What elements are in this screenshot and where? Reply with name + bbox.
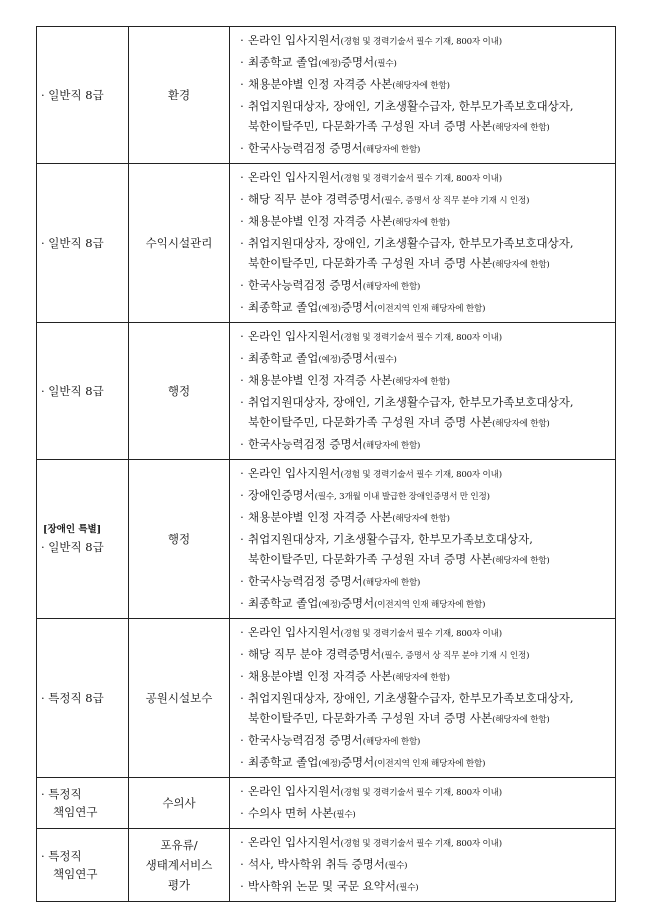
documents-cell (230, 778, 616, 829)
document-item (236, 803, 615, 825)
document-note: (경험 및 경력기술서 필수 기재, 800자 이내) (340, 788, 502, 798)
document-note: (예정) (318, 759, 341, 769)
bullet: · (240, 351, 244, 365)
document-item (236, 167, 615, 189)
bullet: · (240, 329, 244, 343)
document-name: 온라인 입사지원서 (248, 329, 341, 343)
document-name-suffix: 증명서 (340, 351, 375, 365)
document-item (236, 52, 615, 74)
document-note: (필수, 증명서 상 직무 분야 기재 시 인정) (381, 196, 530, 206)
job-category: · 특정직 8급 (41, 691, 104, 705)
document-note: (필수, 증명서 상 직무 분야 기재 시 인정) (381, 651, 530, 661)
document-note: (해당자에 한함) (362, 578, 421, 588)
bullet: · (240, 835, 244, 849)
document-name: 취업지원대상자, 기초생활수급자, 한부모가족보호대상자, (248, 532, 533, 546)
document-name: 온라인 입사지원서 (248, 33, 341, 47)
bullet: · (240, 55, 244, 69)
document-note: (예정) (318, 600, 341, 610)
document-item (236, 297, 615, 319)
requirements-table-body (37, 27, 616, 902)
document-item (236, 211, 615, 233)
document-item (236, 752, 615, 774)
document-note: (해당자에 한함) (492, 260, 550, 270)
field-name: 생태계서비스 (145, 858, 213, 872)
field-cell (129, 460, 230, 619)
field-name: 공원시설보수 (145, 691, 213, 705)
field-name: 환경 (167, 88, 191, 102)
document-item (236, 189, 615, 211)
job-category-cell (37, 829, 129, 902)
document-item (236, 688, 615, 708)
table-row (37, 164, 616, 323)
document-note: (경험 및 경력기술서 필수 기재, 800자 이내) (340, 839, 502, 849)
document-note: (필수) (384, 861, 408, 871)
document-item (236, 275, 615, 297)
job-category: · 특정직 (41, 849, 82, 863)
job-category-cell (37, 27, 129, 164)
field-name: 행정 (167, 532, 191, 546)
bullet: · (240, 373, 244, 387)
bullet: · (240, 214, 244, 228)
document-note: (이전지역 인재 해당자에 한함) (374, 759, 486, 769)
document-item (236, 412, 615, 434)
document-name: 박사학위 논문 및 국문 요약서 (248, 879, 396, 893)
bullet: · (240, 857, 244, 871)
document-name: 수의사 면허 사본 (248, 806, 334, 820)
document-note: (해당자에 한함) (392, 81, 450, 91)
bullet: · (240, 33, 244, 47)
document-item (236, 370, 615, 392)
bullet: · (240, 466, 244, 480)
document-note: (이전지역 인재 해당자에 한함) (374, 304, 486, 314)
document-note: (해당자에 한함) (492, 556, 550, 566)
bullet: · (240, 510, 244, 524)
field-cell (129, 164, 230, 323)
bullet: · (240, 300, 244, 314)
document-item (236, 434, 615, 456)
document-name: 채용분야별 인정 자격증 사본 (248, 510, 393, 524)
document-note: (경험 및 경력기술서 필수 기재, 800자 이내) (340, 470, 502, 480)
document-name: 채용분야별 인정 자격증 사본 (248, 669, 393, 683)
document-note: (경험 및 경력기술서 필수 기재, 800자 이내) (340, 629, 502, 639)
document-note: (해당자에 한함) (392, 673, 450, 683)
documents-cell (230, 829, 616, 902)
document-item (236, 507, 615, 529)
document-note: (해당자에 한함) (362, 441, 421, 451)
document-name: 취업지원대상자, 장애인, 기초생활수급자, 한부모가족보호대상자, (248, 236, 574, 250)
field-name: 수의사 (162, 796, 196, 810)
bullet: · (240, 192, 244, 206)
document-name: 채용분야별 인정 자격증 사본 (248, 77, 393, 91)
document-note: (해당자에 한함) (492, 419, 550, 429)
job-category: · 일반직 8급 (41, 540, 104, 554)
bullet: · (240, 141, 244, 155)
table-row (37, 27, 616, 164)
bullet: · (240, 395, 244, 409)
job-category-sub: 책임연구 (53, 867, 98, 881)
field-name: 평가 (167, 878, 191, 892)
document-name: 온라인 입사지원서 (248, 625, 341, 639)
document-item (236, 666, 615, 688)
job-category: · 특정직 (41, 787, 82, 801)
document-note: (예정) (318, 304, 341, 314)
document-name: 온라인 입사지원서 (248, 170, 341, 184)
field-name: 행정 (167, 384, 191, 398)
documents-cell (230, 323, 616, 460)
bullet: · (240, 488, 244, 502)
document-note: (경험 및 경력기술서 필수 기재, 800자 이내) (340, 333, 502, 343)
document-item (236, 876, 615, 898)
field-cell (129, 619, 230, 778)
bullet: · (240, 647, 244, 661)
document-item (236, 116, 615, 138)
table-row (37, 778, 616, 829)
document-item (236, 781, 615, 803)
document-name-suffix: 증명서 (340, 55, 375, 69)
document-item (236, 593, 615, 615)
special-tag: [장애인 특별] (43, 524, 102, 535)
job-category-cell (37, 323, 129, 460)
document-item (236, 549, 615, 571)
bullet: · (240, 733, 244, 747)
document-item (236, 485, 615, 507)
document-item (236, 529, 615, 549)
document-note: (예정) (318, 355, 341, 365)
document-note: (예정) (318, 59, 341, 69)
requirements-table (36, 26, 616, 902)
field-cell (129, 27, 230, 164)
document-name-suffix: 증명서 (340, 755, 375, 769)
document-note: (필수) (374, 59, 397, 69)
document-name-suffix: 증명서 (340, 300, 375, 314)
document-name: 채용분야별 인정 자격증 사본 (248, 373, 393, 387)
documents-cell (230, 27, 616, 164)
bullet: · (240, 170, 244, 184)
document-name: 최종학교 졸업 (248, 351, 319, 365)
document-name: 해당 직무 분야 경력증명서 (248, 647, 382, 661)
field-cell (129, 778, 230, 829)
document-item (236, 730, 615, 752)
document-name: 북한이탈주민, 다문화가족 구성원 자녀 증명 사본 (248, 552, 493, 566)
document-item (236, 96, 615, 116)
field-cell (129, 323, 230, 460)
bullet: · (240, 784, 244, 798)
document-name: 해당 직무 분야 경력증명서 (248, 192, 382, 206)
document-item (236, 854, 615, 876)
document-item (236, 571, 615, 593)
document-name: 취업지원대상자, 장애인, 기초생활수급자, 한부모가족보호대상자, (248, 99, 574, 113)
document-note: (해당자에 한함) (392, 218, 450, 228)
document-name: 온라인 입사지원서 (248, 784, 341, 798)
document-name: 최종학교 졸업 (248, 55, 319, 69)
document-name: 최종학교 졸업 (248, 300, 319, 314)
document-name: 석사, 박사학위 취득 증명서 (248, 857, 385, 871)
bullet: · (240, 99, 244, 113)
bullet: · (240, 755, 244, 769)
job-category-sub: 책임연구 (53, 805, 98, 819)
document-note: (해당자에 한함) (362, 145, 421, 155)
document-item (236, 253, 615, 275)
document-name: 북한이탈주민, 다문화가족 구성원 자녀 증명 사본 (248, 415, 493, 429)
document-name: 북한이탈주민, 다문화가족 구성원 자녀 증명 사본 (248, 256, 493, 270)
document-item (236, 30, 615, 52)
document-item (236, 233, 615, 253)
document-note: (해당자에 한함) (392, 377, 450, 387)
table-row (37, 619, 616, 778)
document-item (236, 348, 615, 370)
job-category-cell (37, 164, 129, 323)
document-name: 한국사능력검정 증명서 (248, 733, 363, 747)
document-name: 한국사능력검정 증명서 (248, 278, 363, 292)
document-name: 북한이탈주민, 다문화가족 구성원 자녀 증명 사본 (248, 119, 493, 133)
document-note: (필수, 3개월 이내 발급한 장애인증명서 만 인정) (314, 492, 490, 502)
job-category: · 일반직 8급 (41, 88, 104, 102)
table-row (37, 829, 616, 902)
document-name: 취업지원대상자, 장애인, 기초생활수급자, 한부모가족보호대상자, (248, 691, 574, 705)
table-row (37, 460, 616, 619)
document-note: (경험 및 경력기술서 필수 기재, 800자 이내) (340, 174, 502, 184)
document-note: (경험 및 경력기술서 필수 기재, 800자 이내) (340, 37, 502, 47)
document-name: 최종학교 졸업 (248, 596, 319, 610)
document-note: (필수) (374, 355, 397, 365)
bullet: · (240, 596, 244, 610)
document-note: (해당자에 한함) (362, 737, 421, 747)
document-name: 취업지원대상자, 장애인, 기초생활수급자, 한부모가족보호대상자, (248, 395, 574, 409)
bullet: · (240, 806, 244, 820)
bullet: · (240, 691, 244, 705)
document-name: 북한이탈주민, 다문화가족 구성원 자녀 증명 사본 (248, 711, 493, 725)
document-name: 장애인증명서 (248, 488, 315, 502)
document-name-suffix: 증명서 (340, 596, 375, 610)
document-note: (해당자에 한함) (492, 123, 550, 133)
document-note: (해당자에 한함) (392, 514, 450, 524)
document-note: (해당자에 한함) (492, 715, 550, 725)
bullet: · (240, 236, 244, 250)
document-name: 최종학교 졸업 (248, 755, 319, 769)
documents-cell (230, 619, 616, 778)
bullet: · (240, 77, 244, 91)
bullet: · (240, 879, 244, 893)
bullet: · (240, 574, 244, 588)
field-name: 수익시설관리 (145, 236, 213, 250)
document-name: 온라인 입사지원서 (248, 835, 341, 849)
bullet: · (240, 278, 244, 292)
table-row (37, 323, 616, 460)
bullet: · (240, 532, 244, 546)
document-name: 한국사능력검정 증명서 (248, 141, 363, 155)
document-item (236, 622, 615, 644)
field-name: 포유류/ (160, 838, 198, 852)
document-name: 채용분야별 인정 자격증 사본 (248, 214, 393, 228)
document-item (236, 644, 615, 666)
job-category-cell (37, 460, 129, 619)
document-note: (필수) (333, 810, 356, 820)
bullet: · (240, 437, 244, 451)
document-note: (필수) (395, 883, 419, 893)
document-item (236, 74, 615, 96)
job-category-cell (37, 619, 129, 778)
document-item (236, 392, 615, 412)
document-note: (이전지역 인재 해당자에 한함) (374, 600, 486, 610)
bullet: · (240, 669, 244, 683)
document-note: (해당자에 한함) (362, 282, 421, 292)
job-category: · 일반직 8급 (41, 236, 104, 250)
job-category-cell (37, 778, 129, 829)
document-name: 한국사능력검정 증명서 (248, 574, 363, 588)
document-item (236, 832, 615, 854)
job-category: · 일반직 8급 (41, 384, 104, 398)
bullet: · (240, 625, 244, 639)
document-item (236, 138, 615, 160)
field-cell (129, 829, 230, 902)
documents-cell (230, 460, 616, 619)
document-item (236, 326, 615, 348)
document-name: 한국사능력검정 증명서 (248, 437, 363, 451)
document-name: 온라인 입사지원서 (248, 466, 341, 480)
document-item (236, 463, 615, 485)
document-item (236, 708, 615, 730)
documents-cell (230, 164, 616, 323)
